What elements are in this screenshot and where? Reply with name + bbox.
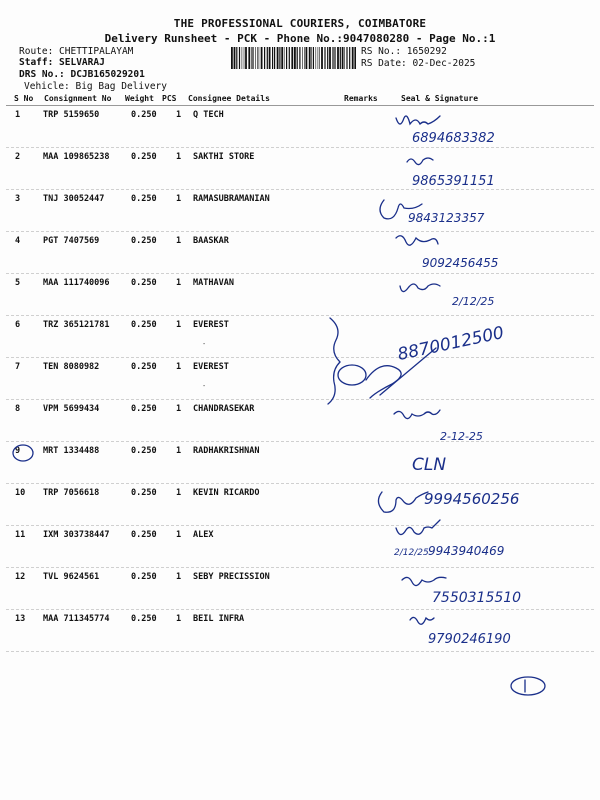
- row-consignee: SEBY PRECISSION: [193, 572, 270, 582]
- row-weight: 0.250: [131, 488, 157, 498]
- row-consignment: TRP 5159650: [43, 110, 100, 120]
- row-sno: 11: [15, 530, 26, 540]
- row-sno: 9: [15, 446, 21, 456]
- row-weight: 0.250: [131, 194, 157, 204]
- handwritten-date: 2-12-25: [440, 430, 483, 443]
- handwritten-phone: 9092456455: [422, 256, 499, 270]
- runsheet-subtitle: Delivery Runsheet - PCK - Phone No.:9047080280 - Page No.:1: [104, 32, 496, 45]
- col-remarks: Remarks: [344, 94, 378, 103]
- row-consignment: MAA 109865238: [43, 152, 110, 162]
- row-weight: 0.250: [131, 446, 157, 456]
- row-pcs: 1: [176, 530, 182, 540]
- row-sno: 6: [15, 320, 21, 330]
- runsheet-title: THE PROFESSIONAL COURIERS, COIMBATORE: [173, 17, 427, 30]
- print-dash: -: [202, 382, 207, 390]
- row-pcs: 1: [176, 110, 182, 120]
- row-weight: 0.250: [131, 362, 157, 372]
- handwritten-date: 2/12/25: [394, 548, 429, 558]
- row-consignee: RAMASUBRAMANIAN: [193, 194, 270, 204]
- print-dash: -: [202, 340, 207, 348]
- row-consignee: MATHAVAN: [193, 278, 234, 288]
- row-consignee: KEVIN RICARDO: [193, 488, 260, 498]
- handwritten-phone: 7550315510: [432, 590, 522, 606]
- row-pcs: 1: [176, 320, 182, 330]
- handwritten-phone: 9843123357: [408, 211, 485, 225]
- row-consignee: ALEX: [193, 530, 214, 540]
- row-pcs: 1: [176, 152, 182, 162]
- row-sno: 10: [15, 488, 26, 498]
- handwritten-phone: 8870012500: [395, 322, 506, 365]
- row-consignment: TEN 8080982: [43, 362, 100, 372]
- handwritten-phone: 9865391151: [412, 174, 495, 189]
- col-seal-signature: Seal & Signature: [401, 94, 479, 103]
- row-sno: 8: [15, 404, 21, 414]
- row-consignment: PGT 7407569: [43, 236, 100, 246]
- row-consignee: CHANDRASEKAR: [193, 404, 255, 414]
- row-sno: 13: [15, 614, 26, 624]
- row-sno: 5: [15, 278, 21, 288]
- vehicle-label: Vehicle: Big Bag Delivery: [24, 81, 167, 92]
- row-pcs: 1: [176, 278, 182, 288]
- row-consignment: VPM 5699434: [43, 404, 100, 414]
- row-pcs: 1: [176, 488, 182, 498]
- col-pcs: PCS: [162, 94, 177, 103]
- row-consignment: MRT 1334488: [43, 446, 100, 456]
- row-consignment: MAA 111740096: [43, 278, 110, 288]
- row-weight: 0.250: [131, 530, 157, 540]
- handwritten-phone: 9943940469: [428, 544, 505, 558]
- handwritten-phone: 6894683382: [412, 131, 495, 146]
- drs-number: DRS No.: DCJB165029201: [19, 69, 145, 80]
- row-consignment: TNJ 30052447: [43, 194, 105, 204]
- row-weight: 0.250: [131, 278, 157, 288]
- row-consignment: IXM 303738447: [43, 530, 110, 540]
- row-consignee: EVEREST: [193, 320, 229, 330]
- row-weight: 0.250: [131, 110, 157, 120]
- handwritten-mark: CLN: [412, 455, 447, 475]
- row-sno: 4: [15, 236, 21, 246]
- rs-number: RS No.: 1650292: [361, 46, 447, 57]
- row-weight: 0.250: [131, 614, 157, 624]
- row-consignee: RADHAKRISHNAN: [193, 446, 260, 456]
- row-sno: 7: [15, 362, 21, 372]
- row-consignee: Q TECH: [193, 110, 224, 120]
- staff-label: Staff: SELVARAJ: [19, 57, 105, 68]
- route-label: Route: CHETTIPALAYAM: [19, 46, 134, 57]
- row-pcs: 1: [176, 194, 182, 204]
- row-consignment: MAA 711345774: [43, 614, 110, 624]
- row-pcs: 1: [176, 236, 182, 246]
- row-pcs: 1: [176, 446, 182, 456]
- row-consignee: EVEREST: [193, 362, 229, 372]
- col-sno: S No: [14, 94, 34, 103]
- col-weight: Weight: [125, 94, 154, 103]
- col-consignee: Consignee Details: [188, 94, 270, 103]
- row-consignment: TRZ 365121781: [43, 320, 110, 330]
- col-consignment: Consignment No: [44, 94, 112, 103]
- row-weight: 0.250: [131, 320, 157, 330]
- row-consignment: TVL 9624561: [43, 572, 100, 582]
- row-weight: 0.250: [131, 404, 157, 414]
- row-pcs: 1: [176, 404, 182, 414]
- row-consignee: BAASKAR: [193, 236, 229, 246]
- handwritten-date: 2/12/25: [452, 295, 495, 308]
- row-sno: 2: [15, 152, 21, 162]
- row-consignee: BEIL INFRA: [193, 614, 245, 624]
- row-sno: 12: [15, 572, 26, 582]
- row-consignee: SAKTHI STORE: [193, 152, 255, 162]
- row-weight: 0.250: [131, 152, 157, 162]
- rs-date: RS Date: 02-Dec-2025: [361, 58, 476, 69]
- row-sno: 3: [15, 194, 21, 204]
- row-pcs: 1: [176, 614, 182, 624]
- row-weight: 0.250: [131, 572, 157, 582]
- handwritten-phone: 9790246190: [428, 632, 511, 647]
- row-weight: 0.250: [131, 236, 157, 246]
- handwritten-phone: 9994560256: [424, 490, 520, 508]
- row-sno: 1: [15, 110, 21, 120]
- row-pcs: 1: [176, 362, 182, 372]
- row-pcs: 1: [176, 572, 182, 582]
- row-consignment: TRP 7056618: [43, 488, 100, 498]
